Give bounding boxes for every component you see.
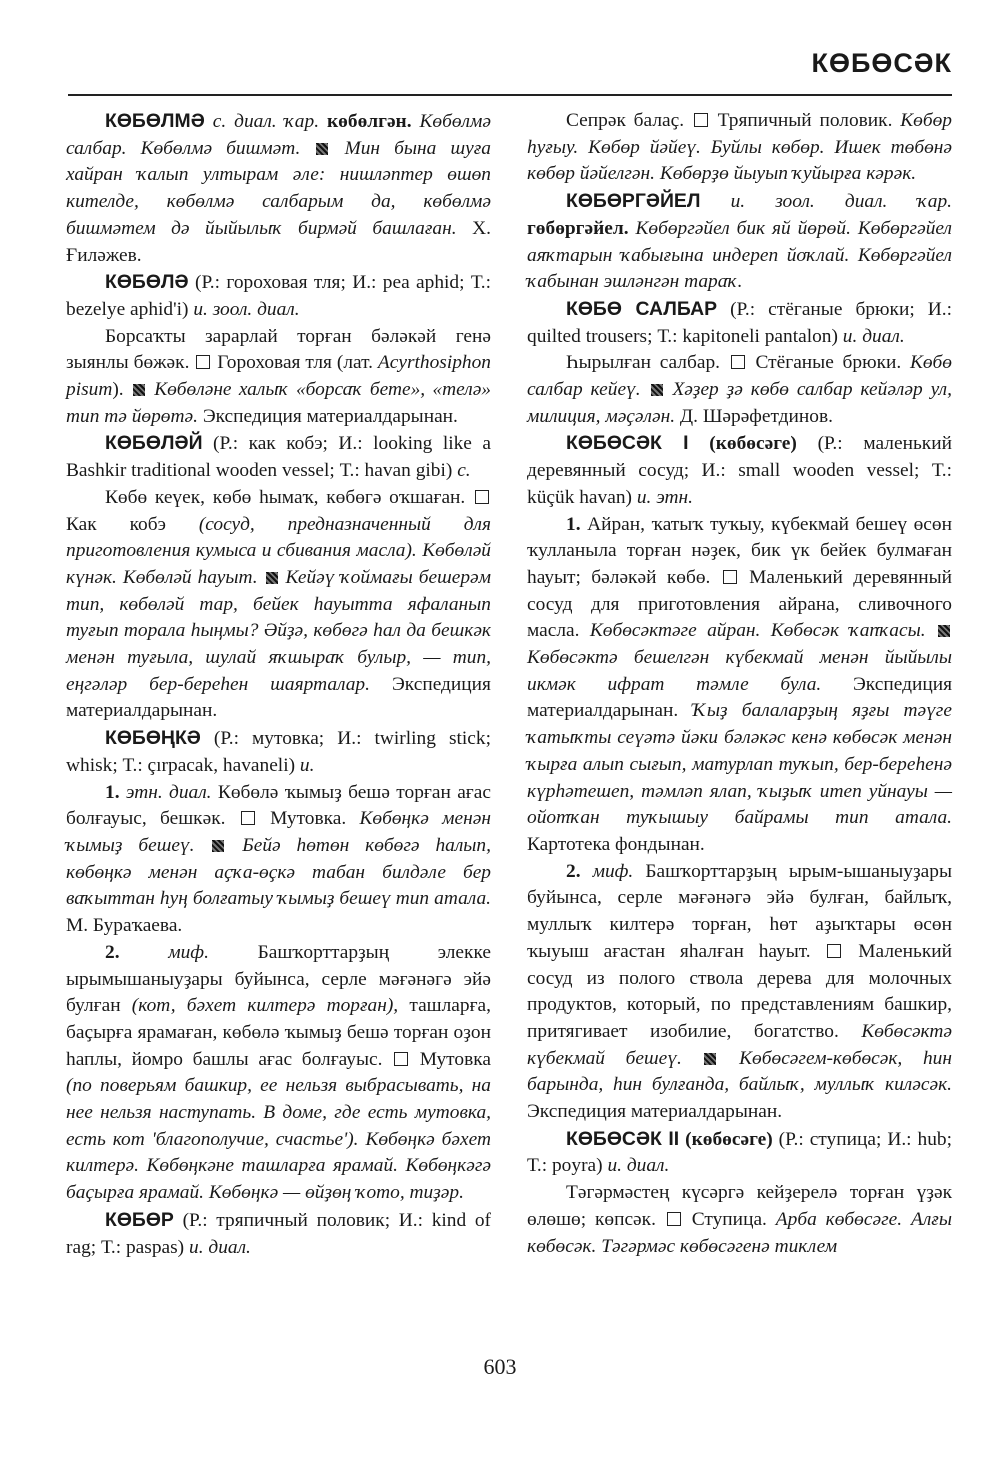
- quotation-marker-icon: [316, 143, 328, 155]
- grammar-label: и. зоол. диал.: [193, 298, 300, 320]
- russian-equivalent-marker-icon: [694, 113, 708, 127]
- entry-kobolme: [66, 108, 491, 269]
- example: Көбөсәктәге айран. Көбөсәк ҡапҡасы.: [589, 620, 926, 642]
- source: М. Бураҡаева.: [66, 915, 183, 937]
- example: Көбөсәктә күбекмай бешеү.: [527, 1020, 952, 1069]
- quotation-marker-icon: [133, 384, 145, 396]
- sense-number: 1.: [105, 781, 120, 803]
- source: Экспедиция материалдарынан.: [66, 673, 491, 722]
- russian-equivalent: Тряпичный половик.: [717, 110, 893, 131]
- definition-note: (кот, бәхет килтерә торған),: [131, 995, 399, 1017]
- headword: КӨБӨЛМӘ: [105, 110, 205, 132]
- russian-equivalent: Маленький сосуд из полого ствола дерева для молочных продуктов, который, по представлениям башкир, притягивает изобилие, богатство.: [527, 940, 952, 1042]
- russian-equivalent: Стёганые брюки.: [755, 352, 902, 374]
- entry-kobo-salbar-definition: [527, 350, 952, 430]
- example: Арба көбөсәге. Алғы көбөсәк. Тәгәрмәс көбөсәгенә тиклем: [527, 1208, 952, 1257]
- quotation-marker-icon: [266, 572, 278, 584]
- grammar-label: с.: [457, 460, 471, 482]
- entry-kobo-salbar: [527, 296, 952, 350]
- translations: (Р.: стёганые брюки; И.: quilted trousers; Т.: kapitoneli pantalon): [527, 298, 952, 347]
- definition: Башҡорттарҙың ырым-ышаныуҙары буйынса, серле мәғәнәгә эйә булған, байлыҡ, муллыҡ килтерә торған, һөт аҙыҡтары өсөн ҡыуыш ағастан яһалған һауыт.: [527, 860, 952, 962]
- example: Көбөлмә салбар. Көбөлмә бишмәт.: [66, 111, 491, 159]
- translations: (Р.: как кобэ; И.: looking like a Bashkir traditional wooden vessel; Т.: havan gibi): [66, 433, 491, 482]
- russian-equivalent-marker-icon: [241, 811, 255, 825]
- variant-form: (көбөсәге): [685, 1128, 773, 1150]
- translations: (Р.: мутовка; И.: twirling stick; whisk; Т.: çırpacak, havaneli): [66, 728, 491, 776]
- example: Көбөр һуғыу. Көбөр йәйеү. Буйлы көбөр. Ишек төбөнә көбөр йәйелгән. Көбөрҙө йыуып ҡуйырға кәрәк.: [527, 110, 952, 185]
- entry-kobonke-sense-2: [66, 940, 491, 1207]
- source: Д. Шәрәфетдинов.: [679, 405, 834, 427]
- entry-kobor: [66, 1207, 491, 1261]
- latin-name: Acyrthosiphon pisum: [66, 352, 491, 401]
- definition: Айран, ҡатыҡ туҡыу, күбекмай бешеү өсөн ҡулланыла торған нәҙек, бик үк бейек булмаған һауыт; бәләкәй көбө.: [527, 513, 952, 588]
- definition: Башҡорттарҙың элекке ырымышаныуҙары буйынса, серле мәғәнәгә эйә булған: [66, 941, 491, 1017]
- entry-kobosek-1-sense-2: [527, 859, 952, 1126]
- russian-equivalent: Гороховая тля (лат.: [217, 352, 373, 374]
- example: Көбө салбар кейеү.: [527, 352, 952, 401]
- definition: Көбө кеүек, көбө һымаҡ, көбөгә оҡшаған.: [105, 486, 466, 508]
- definition: Тәгәрмәстең күсәргә кейҙерелә торған үҙәк өлөшө; көпсәк.: [527, 1182, 952, 1230]
- grammar-label: с. диал. ҡар.: [212, 111, 320, 132]
- headword: КӨБӨСӘК I: [566, 432, 689, 455]
- sense-number: 2.: [566, 860, 581, 882]
- source: Экспедиция материалдарынан.: [527, 673, 952, 722]
- grammar-label: и. этн.: [636, 486, 694, 508]
- quotation: Көбөләне халыҡ «борсаҡ бете», «телә» тип тә йөрөтә.: [66, 379, 491, 427]
- russian-equivalent-marker-icon: [196, 355, 210, 369]
- headword: КӨБӨСӘК II: [566, 1127, 680, 1150]
- quotation: Мин бына шуға хайран ҡалып ултырам әле: нишләптер өшөп кителде, көбөлмә салбарым да, көбөлмә бишмәтем дә йыйылыҡ бирмәй башлаған.: [66, 137, 491, 239]
- quotation-marker-icon: [938, 625, 950, 637]
- russian-equivalent: Как кобэ: [66, 513, 166, 535]
- sense-number: 2.: [105, 941, 120, 963]
- example: Көбөргәйел бик яй йөрөй. Көбөргәйел аяҡтарын ҡабығына индереп йоҡлай. Көбөргәйел ҡабынан эшләнгән тараҡ.: [527, 217, 952, 293]
- russian-equivalent-marker-icon: [731, 355, 745, 369]
- variant-form: (көбөсәге): [709, 433, 797, 455]
- headword: КӨБӨЛӘЙ: [105, 432, 203, 455]
- headword: КӨБӨҢКӘ: [105, 727, 201, 750]
- quotation: Бейә һөтөн көбөгә һалып, көбөңкә менән аҫҡа-өҫкә табан билдәле бер ваҡыттан һуң болғатыу ҡымыҙ бешеү тип атала.: [66, 834, 491, 910]
- entry-kobole-definition: [66, 324, 491, 431]
- russian-equivalent-marker-icon: [475, 490, 489, 504]
- headword: КӨБӨР: [105, 1208, 174, 1231]
- right-column: [527, 108, 952, 1260]
- quotation: Көбөсәктә бешелгән күбекмай менән йыйылы икмәк ифрат тәмле була.: [527, 647, 952, 695]
- entry-kobyrgeyel: [527, 188, 952, 296]
- translations: (Р.: ступица; И.: hub; Т.: poyra): [527, 1128, 952, 1177]
- source: Экспедиция материалдарынан.: [202, 405, 458, 427]
- definition: Һырылған салбар.: [566, 352, 721, 374]
- russian-equivalent-end: ).: [112, 379, 124, 401]
- grammar-label: и. диал.: [607, 1155, 670, 1177]
- russian-equivalent-marker-icon: [827, 944, 841, 958]
- entry-kobosek-2: [527, 1126, 952, 1180]
- entry-kobosek-1-sense-1: [527, 512, 952, 859]
- source: Х. Ғиләжев.: [66, 217, 491, 266]
- grammar-label: и. диал.: [842, 325, 905, 347]
- russian-equivalent: Мутовка: [419, 1048, 491, 1070]
- russian-equivalent-marker-icon: [667, 1212, 681, 1226]
- russian-equivalent-marker-icon: [723, 570, 737, 584]
- definition-continued: ташларға, баҫырға ярамаған, көбөлә ҡымыҙ бешә торған оҙон һаплы, йомро башлы ағас болғауыс.: [66, 995, 491, 1070]
- quotation: Ҡыҙ балаларҙың яҙғы тәүге ҡатыҡты сеүәтә йәки бәләкәс кенә көбөсәк менән ҡырға алып сығып, матурлап туҡып, бер-береһенә күрһәтешеп, тәмләп ялап, ҡыҙыҡ итеп уйнауы — ойотҡан туҡышыу байрамы тип атала.: [527, 700, 952, 829]
- variant-form: көбөлгән.: [327, 111, 412, 132]
- russian-equivalent: Ступица.: [691, 1208, 767, 1230]
- definition: Борсаҡты зарарлай торған бәләкәй генә зыянлы бөжәк.: [66, 325, 491, 374]
- grammar-label: и. зоол. диал. ҡар.: [730, 191, 952, 213]
- headword: КӨБӨЛӘ: [105, 271, 189, 294]
- variant-form: гөбөргәйел.: [527, 217, 629, 239]
- entry-kobolei: [66, 430, 491, 484]
- grammar-label: и. диал.: [189, 1236, 251, 1258]
- source: Экспедиция материалдарынан.: [527, 1101, 783, 1123]
- translations: (Р.: маленький деревянный сосуд; И.: small wooden vessel; Т.: küçük havan): [527, 433, 952, 508]
- entry-kobonke-sense-1: [66, 780, 491, 940]
- entry-kobosek-1: [527, 430, 952, 511]
- example: Көбөңкә менән ҡымыҙ бешеү.: [66, 808, 491, 856]
- definition: Көбөлә ҡымыҙ бешә торған ағас болғауыс, бешкәк.: [66, 781, 491, 830]
- entry-kobole: [66, 269, 491, 323]
- grammar-label: этн. диал.: [125, 781, 212, 803]
- sense-number: 1.: [566, 513, 581, 535]
- quotation: Кейәү ҡоймағы бешерәм тип, көбөләй тар, бейек һауытта яфаланып туғып торала һыңмы? Әйҙә, көбөгә һал да бешкәк менән туғыла, шулай яҡшыраҡ булыр, — тип, еңгәләр бер-береһен шаярталар.: [66, 566, 492, 695]
- example: Көбөләй күнәк. Көбөләй һауыт.: [66, 540, 491, 588]
- russian-note: (по поверьям башкир, ее нельзя выбрасывать, на нее нельзя наступать. В доме, где есть мутовка, есть кот 'благополучие, счастье').: [66, 1075, 491, 1150]
- left-column: [66, 108, 491, 1261]
- grammar-label: миф.: [592, 860, 634, 882]
- russian-note: (сосуд, предназначенный для приготовления кумыса и сбивания масла).: [66, 513, 491, 562]
- page-number: 603: [483, 1354, 517, 1379]
- quotation-marker-icon: [704, 1053, 716, 1065]
- running-head: КӨБӨСӘК: [811, 48, 952, 78]
- entry-kobolei-definition: [66, 485, 491, 725]
- translations: (Р.: тряпичный половик; И.: kind of rag; Т.: paspas): [66, 1209, 491, 1258]
- quotation: Хәҙер ҙә көбө салбар кейәләр ул, милиция, мәҫәлән.: [527, 379, 952, 427]
- quotation-marker-icon: [651, 384, 663, 396]
- entry-kobonke: [66, 725, 491, 779]
- russian-equivalent: Мутовка.: [270, 808, 347, 830]
- header-rule: [68, 94, 952, 96]
- headword: КӨБӨРГӘЙЕЛ: [566, 190, 701, 213]
- russian-equivalent: Маленький деревянный сосуд для приготовления айрана, сливочного масла.: [527, 566, 952, 642]
- definition: Сепрәк балаҫ.: [566, 110, 685, 131]
- quotation: Көбөсәгем-көбөсәк, һин барында, һин булғанда, байлыҡ, муллыҡ киләсәк.: [527, 1047, 952, 1096]
- source: Картотека фондынан.: [527, 833, 705, 855]
- grammar-label: и.: [299, 754, 315, 776]
- headword: КӨБӨ САЛБАР: [566, 297, 718, 320]
- example: Көбөңкә бәхет килтерә. Көбөңкәне ташларға ярамай. Көбөңкәгә баҫырға ярамай. Көбөңкә — өйҙөң ҡото, тиҙәр.: [66, 1128, 492, 1204]
- russian-equivalent-marker-icon: [394, 1052, 408, 1066]
- entry-kobosek-2-definition: [527, 1180, 952, 1260]
- translations: (Р.: гороховая тля; И.: pea aphid; Т.: bezelye aphid'i): [66, 272, 491, 320]
- entry-kobor-definition: [527, 108, 952, 188]
- grammar-label: миф.: [168, 941, 209, 963]
- quotation-marker-icon: [212, 840, 224, 852]
